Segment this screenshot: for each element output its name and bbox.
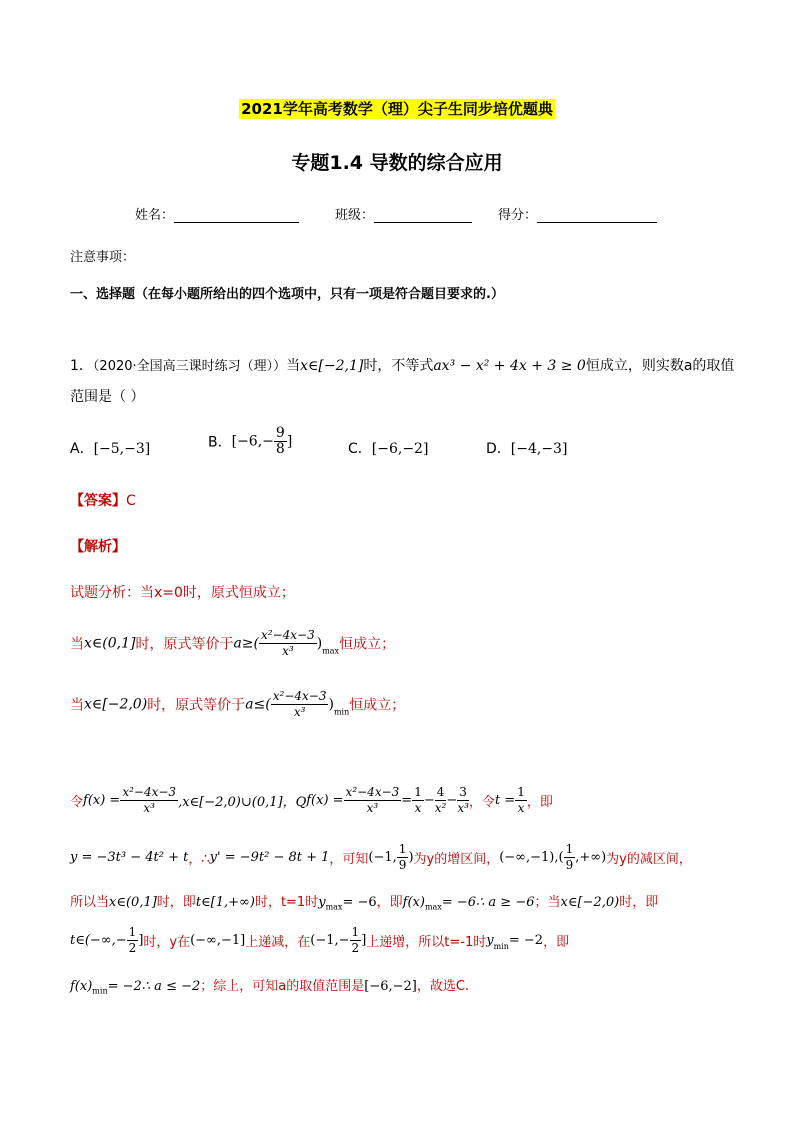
- fraction-denominator: x³: [282, 644, 294, 658]
- analysis-fraction: [344, 785, 402, 816]
- option-b: [208, 426, 292, 457]
- analysis-math: (−1,: [368, 850, 397, 865]
- analysis-label-text: 【解析】: [70, 539, 126, 555]
- analysis-text: 令: [70, 795, 84, 810]
- analysis-line-7: [70, 925, 569, 956]
- fraction-1-over-9: [564, 842, 576, 873]
- analysis-text: 时，原式等价于: [135, 636, 234, 653]
- fraction-numerator: x²−4x−3: [345, 785, 400, 799]
- analysis-text: ，即: [376, 895, 403, 910]
- analysis-math: ,x∈[−2,0)∪(0,1]，Q: [178, 795, 307, 810]
- fraction-numerator: 4: [436, 785, 445, 799]
- topic-title: 专题1.4 导数的综合应用: [291, 152, 503, 174]
- fraction-numerator: 9: [275, 425, 285, 441]
- analysis-math: f(x): [70, 979, 93, 994]
- question-line-2: 范围是（ ）: [70, 389, 145, 405]
- analysis-math: f(x) =: [83, 793, 121, 808]
- analysis-math: t =: [494, 793, 516, 808]
- analysis-fraction: [120, 785, 178, 816]
- analysis-text: ，∴: [188, 852, 210, 867]
- analysis-math: t∈(−∞,−: [70, 933, 127, 948]
- fraction-denominator: x³: [366, 801, 379, 815]
- analysis-math: (−∞,−1),(: [499, 850, 564, 865]
- fraction-numerator: 1: [398, 842, 407, 856]
- analysis-text: 恒成立；: [349, 697, 406, 714]
- option-b-fraction: [274, 426, 287, 457]
- analysis-math: a≥(: [233, 635, 259, 652]
- analysis-math: =: [401, 793, 413, 808]
- analysis-text: 上递增，所以t=-1时: [366, 935, 487, 950]
- answer-block: [70, 490, 136, 510]
- analysis-math: (−∞,−1]: [190, 933, 246, 948]
- analysis-text: 当: [70, 636, 84, 653]
- option-a: [70, 438, 150, 458]
- fraction-numerator: 1: [517, 785, 525, 799]
- analysis-text: 时，y在: [143, 935, 191, 950]
- analysis-math: = −2∴ a ≤ −2: [107, 979, 201, 994]
- fraction-1-over-2: [350, 925, 362, 956]
- analysis-line-5: [70, 842, 692, 873]
- question-source: （2020·全国高三课时练习（理））: [92, 359, 287, 374]
- analysis-math: y: [486, 933, 494, 948]
- fraction-numerator: x²−4x−3: [122, 785, 177, 799]
- analysis-text: 时，t=1时: [254, 895, 319, 910]
- analysis-text: 时，原式等价于: [147, 697, 246, 714]
- analysis-text: ，故选C.: [416, 979, 470, 994]
- analysis-fraction: [271, 689, 329, 720]
- option-d-value: [−4,−3]: [510, 441, 568, 457]
- subscript-min: min: [92, 986, 108, 996]
- fraction-numerator: x²−4x−3: [261, 628, 315, 642]
- analysis-text: ，可知: [329, 852, 369, 867]
- fraction-numerator: 1: [565, 842, 574, 856]
- question-line-1: [70, 355, 734, 375]
- analysis-text: 上递减，在: [245, 935, 311, 950]
- analysis-label: [70, 536, 126, 556]
- analysis-line-8: [70, 975, 469, 996]
- subscript-max: max: [424, 902, 442, 912]
- analysis-math: [−6,−2]: [364, 979, 417, 994]
- question-condition: x∈[−2,1]: [300, 358, 364, 374]
- notes-label: 注意事项：: [70, 250, 136, 265]
- name-field: [135, 204, 299, 223]
- option-b-bracket: ]: [286, 433, 293, 450]
- analysis-math: y: [318, 895, 326, 910]
- analysis-math: (−1,−: [310, 933, 350, 948]
- fraction-3-over-x3: [457, 785, 469, 816]
- analysis-math: f(x) =: [306, 793, 344, 808]
- question-text: 时，不等式: [363, 358, 434, 374]
- class-field: [335, 204, 472, 223]
- analysis-math: x∈(0,1]: [109, 895, 157, 910]
- class-line: [374, 208, 472, 223]
- analysis-text: ，即: [526, 795, 553, 810]
- analysis-math: ]: [138, 933, 144, 948]
- answer-value: C: [126, 493, 136, 509]
- fraction-denominator: 2: [128, 941, 137, 955]
- analysis-text: 为y的减区间，: [606, 852, 692, 867]
- fraction-denominator: 9: [565, 858, 574, 872]
- analysis-math: ]: [361, 933, 367, 948]
- subscript-max: max: [322, 646, 340, 656]
- class-label: 班级：: [335, 208, 375, 223]
- analysis-line-6: [70, 891, 658, 912]
- question-inequality: ax³ − x² + 4x + 3 ≥ 0: [433, 358, 586, 374]
- analysis-math: ,+∞): [575, 850, 607, 865]
- fraction-1-over-2: [127, 925, 139, 956]
- option-c-label: C．: [348, 441, 372, 457]
- subscript-max: max: [325, 902, 343, 912]
- fraction-1-over-x: [412, 785, 424, 816]
- analysis-text: 当: [70, 697, 84, 714]
- analysis-text: ，令: [468, 795, 495, 810]
- analysis-math: x∈[−2,0): [560, 895, 620, 910]
- fraction-denominator: x²: [434, 801, 447, 815]
- analysis-line-2: 当x∈(0,1]时，原式等价于a≥( $\frac{\text{x²−4x−3}}{\text{x³}}$ )$_{max}$恒成立；: [70, 628, 396, 658]
- analysis-text: ；当: [534, 895, 561, 910]
- analysis-text: 时，即: [619, 895, 659, 910]
- option-a-label: A．: [70, 441, 94, 457]
- score-field: [498, 204, 657, 223]
- analysis-text: 为y的增区间，: [413, 852, 500, 867]
- analysis-math: = −6: [342, 895, 377, 910]
- analysis-text: ，即: [543, 935, 570, 950]
- score-label: 得分：: [498, 208, 538, 223]
- option-b-label: B．: [208, 434, 232, 451]
- analysis-math: y = −3t³ − 4t² + t: [70, 850, 189, 865]
- fraction-denominator: 9: [398, 858, 407, 872]
- fraction-4-over-x2: [435, 785, 447, 816]
- fraction-denominator: x: [517, 801, 525, 815]
- analysis-math: = −6∴ a ≥ −6: [441, 895, 535, 910]
- section-heading: 一、选择题（在每小题所给出的四个选项中，只有一项是符合题目要求的.）: [70, 287, 504, 302]
- analysis-line-3: 当x∈[−2,0)时，原式等价于a≤( $\frac{\text{x²−4x−3}}{\text{x³}}$ )$_{min}$恒成立；: [70, 689, 406, 719]
- analysis-text: ；综上，可知a的取值范围是: [200, 979, 365, 994]
- fraction-numerator: 1: [414, 785, 422, 799]
- fraction-denominator: 8: [275, 441, 285, 457]
- analysis-text: 所以当: [70, 895, 110, 910]
- analysis-math: y' = −9t² − 8t + 1: [209, 850, 330, 865]
- fraction-denominator: x: [414, 801, 422, 815]
- question-text: 恒成立，则实数a的取值: [585, 358, 735, 374]
- analysis-math: a≤(: [245, 696, 271, 713]
- question-number: 1．: [70, 358, 93, 374]
- analysis-fraction: [259, 628, 317, 659]
- fraction-numerator: 1: [128, 925, 137, 939]
- fraction-numerator: x²−4x−3: [272, 689, 327, 703]
- fraction-numerator: 3: [459, 785, 467, 799]
- option-a-value: [−5,−3]: [93, 441, 151, 457]
- fraction-1-over-9: [397, 842, 409, 873]
- name-label: 姓名：: [135, 208, 175, 223]
- score-line: [537, 208, 657, 223]
- analysis-math: x∈(0,1]: [84, 635, 136, 652]
- option-b-value: [−6,−: [231, 433, 274, 450]
- option-d: [486, 438, 567, 458]
- fraction-denominator: 2: [351, 941, 360, 955]
- analysis-math: t∈[1,+∞): [195, 895, 255, 910]
- analysis-line-4: 令f(x) = $\frac{\text{x²−4x−3}}{\text{x³}}$ ,x∈[−2,0)∪(0,1]，Qf(x) = $\frac{\text{x²−4x−3}}{\text{x³}}$ = $\frac{1}{x}$ − $\frac{4}{\text{x²}}$ − $\frac{3}{\text{x³}}$ ，令t = $\frac{1}{x}$ ，即: [70, 785, 553, 815]
- option-c: [348, 438, 428, 458]
- fraction-numerator: 1: [351, 925, 360, 939]
- fraction-denominator: x³: [457, 801, 469, 815]
- fraction-t: [515, 785, 527, 816]
- analysis-math: = −2: [508, 933, 544, 948]
- option-d-label: D．: [486, 441, 511, 457]
- analysis-line-1: 试题分析：当x=0时，原式恒成立；: [70, 585, 295, 601]
- fraction-denominator: x³: [293, 705, 306, 719]
- analysis-math: f(x): [402, 895, 425, 910]
- subscript-min: min: [333, 707, 350, 717]
- question-text: 当: [286, 358, 301, 374]
- analysis-text: 恒成立；: [339, 636, 396, 653]
- analysis-math: ): [408, 850, 414, 865]
- subscript-min: min: [493, 942, 509, 951]
- analysis-text: 时，即: [156, 895, 196, 910]
- series-title-text: 2021学年高考数学（理）尖子生同步培优题典: [241, 100, 553, 118]
- answer-label: 【答案】: [70, 493, 126, 509]
- option-c-value: [−6,−2]: [371, 441, 429, 457]
- fraction-denominator: x³: [143, 801, 155, 815]
- series-title: [0, 98, 794, 119]
- analysis-math: x∈[−2,0): [84, 696, 148, 713]
- name-line: [174, 208, 299, 223]
